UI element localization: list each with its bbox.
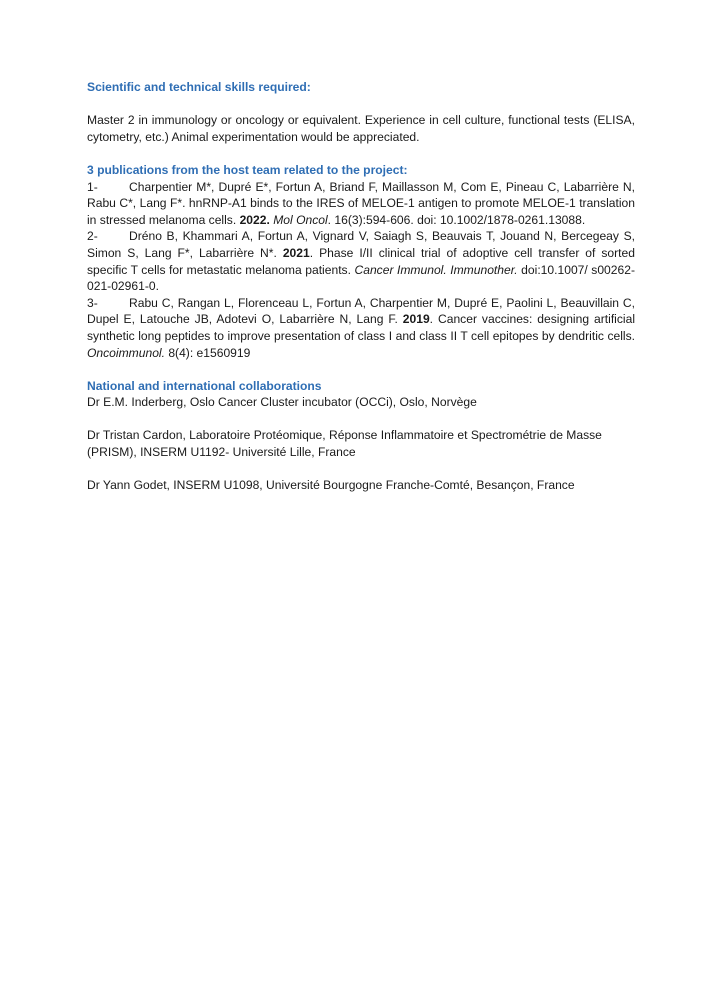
publication-item — [87, 179, 635, 229]
document-page — [87, 79, 635, 494]
collaboration-item: Dr Yann Godet, INSERM U1098, Université Bourgogne Franche-Comté, Besançon, France — [87, 478, 575, 493]
publication-details: 8(4): e1560919 — [164, 345, 251, 360]
publication-title: . Phase I/II clinical trial of adoptive cell transfer of sorted specific T cells for metastatic melanoma patients. — [87, 245, 635, 277]
publication-number: 3- — [87, 295, 98, 310]
collaboration-item: Dr Tristan Cardon, Laboratoire Protéomique, Réponse Inflammatoire et Spectrométrie de Masse (PRISM), INSERM U1192- Université Lille, France — [87, 428, 602, 460]
publication-authors: Dréno B, Khammari A, Fortun A, Vignard V, Saiagh S, Beauvais T, Jouand N, Bercegeay S, Simon S, Lang F*, Labarrière N*. — [87, 229, 635, 260]
publication-journal: Oncoimmunol. — [87, 345, 165, 360]
publication-journal: Mol Oncol — [273, 212, 328, 227]
publications-heading: 3 publications from the host team related to the project: — [87, 162, 408, 177]
publication-authors: Rabu C, Rangan L, Florenceau L, Fortun A, Charpentier M, Dupré E, Paolini L, Beauvillain C, Dupel E, Latouche JB, Adotevi O, Labarrière N, Lang F. — [87, 295, 635, 327]
publication-number: 1- — [87, 179, 98, 194]
publication-number: 2- — [87, 229, 98, 244]
publication-year: 2021 — [282, 245, 310, 260]
publication-authors: Charpentier M*, Dupré E*, Fortun A, Briand F, Maillasson M, Com E, Pineau C, Labarrière N, Rabu C*, Lang F*. hnRNP-A1 binds to the IRES of MELOE-1 antigen to promote MELOE-1 translation in stressed melanoma cells. — [87, 179, 635, 227]
publication-title: . Cancer vaccines: designing artificial synthetic long peptides to improve presentation of class I and class II T cell epitopes by dendritic cells. — [87, 312, 636, 343]
publication-details: . 16(3):594-606. doi: 10.1002/1878-0261.13088. — [327, 212, 586, 227]
publication-journal: Cancer Immunol. Immunother. — [354, 262, 518, 277]
skills-heading: Scientific and technical skills required: — [87, 80, 311, 94]
collaborations-heading: National and international collaborations — [87, 378, 322, 393]
publication-details: doi:10.1007/ s00262-021-02961-0. — [87, 262, 635, 294]
skills-text: Master 2 in immunology or oncology or equivalent. Experience in cell culture, functional tests (ELISA, cytometry, etc.) Animal experimentation would be appreciated. — [87, 113, 635, 144]
publication-item — [87, 228, 635, 294]
publication-year: 2022. — [239, 212, 270, 227]
publication-item — [87, 295, 635, 361]
publication-year: 2019 — [402, 312, 430, 327]
collaboration-item: Dr E.M. Inderberg, Oslo Cancer Cluster incubator (OCCi), Oslo, Norvège — [87, 395, 477, 410]
